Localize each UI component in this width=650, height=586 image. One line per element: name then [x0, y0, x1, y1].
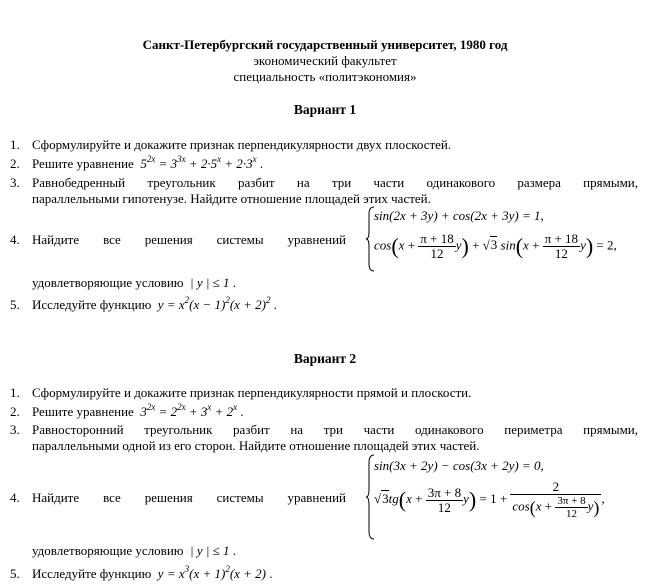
- problem-number: 2.: [10, 404, 20, 419]
- v1-problem-4-condition: удовлетворяющие условию | y | ≤ 1 .: [32, 275, 237, 290]
- problem-number: 5.: [10, 566, 20, 581]
- v2-problem-4-condition: удовлетворяющие условию | y | ≤ 1 .: [32, 543, 237, 558]
- problem-number: 4.: [10, 490, 20, 505]
- problem-text: Решите уравнение $5^{2x} = 3^{3x} + 2\cdot 5^x + 2\cdot 3^x$ .: [32, 154, 264, 171]
- v2-equation-system: [366, 454, 646, 540]
- v2-problem-4-text: Найдите все решения системы уравнений: [32, 490, 346, 505]
- function-formula: $y = x^2(x - 1)^2(x + 2)^2$: [157, 295, 271, 312]
- faculty-line: экономический факультет: [253, 53, 397, 68]
- v2-problem-3-line1: Равносторонний треугольник разбит на три части одинакового периметра прямыми,: [32, 422, 638, 437]
- problem-text: Исследуйте функцию $y = x^2(x - 1)^2(x + 2)^2$ .: [32, 295, 278, 312]
- v2-eq1: sin(3x + 2y) − cos(3x + 2y) = 0,: [374, 458, 544, 473]
- problem-number: 1.: [10, 137, 20, 152]
- v1-problem-3-line2: параллельными гипотенузе. Найдите отношение площадей этих частей.: [32, 191, 431, 206]
- v1-equation-system: [366, 206, 646, 272]
- problem-number: 3.: [10, 175, 20, 190]
- equation-formula: $5^{2x} = 3^{3x} + 2\cdot 5^x + 2\cdot 3^x$: [140, 154, 257, 171]
- problem-text: Сформулируйте и докажите признак перпендикулярности прямой и плоскости.: [32, 385, 472, 400]
- v1-eq2: cos(x + $\frac{\pi + 18}{12}$ y) + √3 sin(x + $\frac{\pi + 18}{12}$ y) = 2,: [374, 231, 617, 261]
- variant-2-title: Вариант 2: [293, 351, 357, 366]
- v1-problem-4-text: Найдите все решения системы уравнений: [32, 232, 346, 247]
- equation-formula: $3^{2x} = 2^{2x} + 3^x + 2^x$: [140, 402, 238, 419]
- problem-number: 3.: [10, 422, 20, 437]
- function-formula: $y = x^3(x + 1)^2(x + 2)$: [157, 564, 267, 581]
- problem-number: 5.: [10, 297, 20, 312]
- university-title: Санкт-Петербургский государственный университет, 1980 год: [142, 37, 508, 52]
- problem-text: Исследуйте функцию $y = x^3(x + 1)^2(x + 2)$ .: [32, 564, 273, 581]
- problem-number: 1.: [10, 385, 20, 400]
- v2-problem-3-line2: параллельными одной из его сторон. Найдите отношение площадей этих частей.: [32, 438, 480, 453]
- v2-eq2: √3tg(x + $\frac{3\pi + 8}{12}$ y) = 1 + 2 cos(x + $\frac{3\pi + 8}{12}$ y) ,: [374, 479, 605, 520]
- problem-number: 2.: [10, 156, 20, 171]
- v1-problem-3-line1: Равнобедренный треугольник разбит на три части одинакового размера прямыми,: [32, 175, 638, 190]
- problem-number: 4.: [10, 232, 20, 247]
- problem-text: Решите уравнение $3^{2x} = 2^{2x} + 3^x + 2^x$ .: [32, 402, 244, 419]
- specialty-line: специальность «политэкономия»: [233, 69, 417, 84]
- v1-eq1: sin(2x + 3y) + cos(2x + 3y) = 1,: [374, 208, 544, 223]
- problem-text: Сформулируйте и докажите признак перпендикулярности двух плоскостей.: [32, 137, 452, 152]
- variant-1-title: Вариант 1: [293, 102, 357, 117]
